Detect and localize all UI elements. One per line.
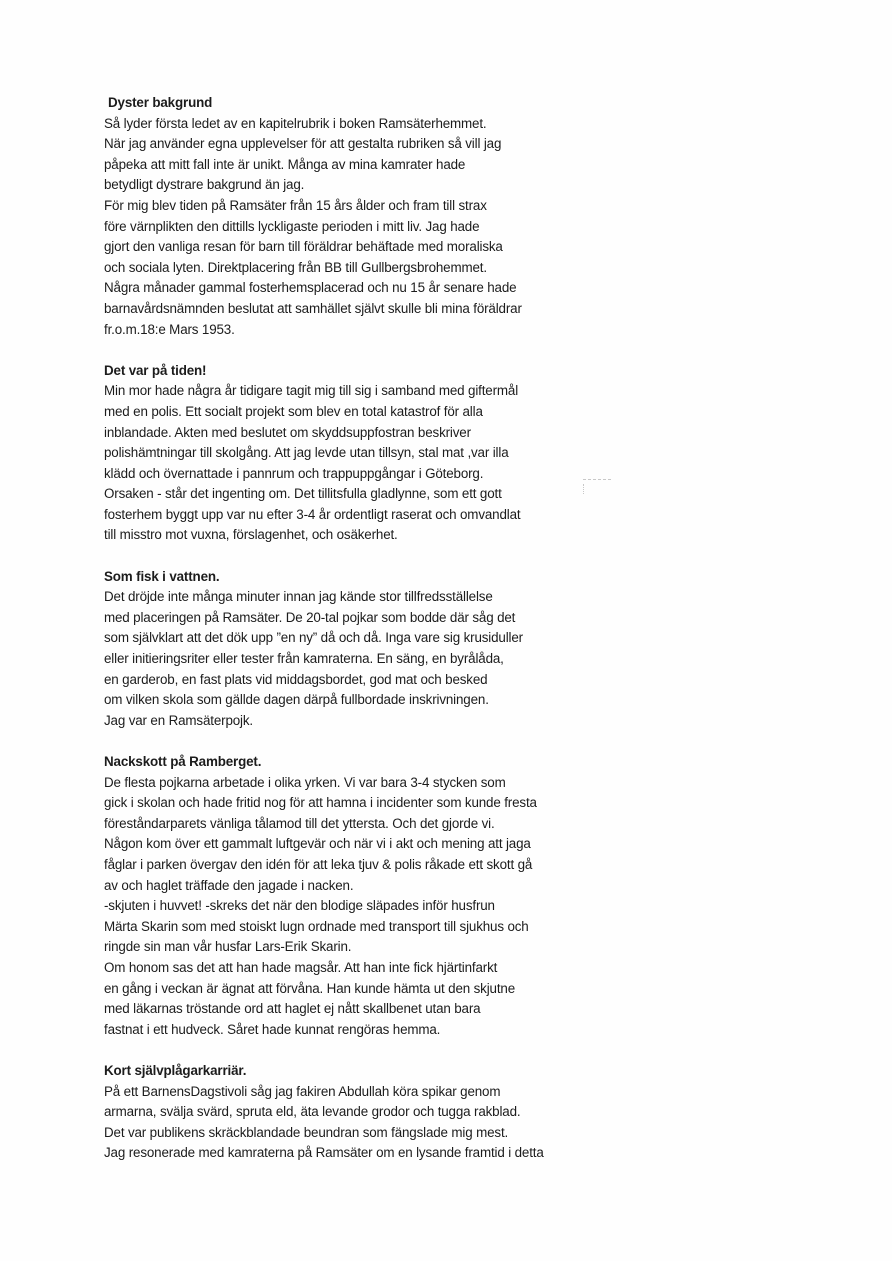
text-line: till misstro mot vuxna, förslagenhet, och osäkerhet. <box>104 527 398 543</box>
text-line: Några månader gammal fosterhemsplacerad och nu 15 år senare hade <box>104 280 517 296</box>
text-line: Jag resonerade med kamraterna på Ramsäter om en lysande framtid i detta <box>104 1145 544 1161</box>
text-line: påpeka att mitt fall inte är unikt. Många av mina kamrater hade <box>104 156 466 172</box>
text-line: Jag var en Ramsäterpojk. <box>104 712 253 728</box>
section <box>104 93 664 340</box>
text-line: fosterhem byggt upp var nu efter 3-4 år ordentligt raserat och omvandlat <box>104 506 521 522</box>
text-line: barnavårdsnämnden beslutat att samhället självt skulle bli mina föräldrar <box>104 300 522 316</box>
text-line: De flesta pojkarna arbetade i olika yrken. Vi var bara 3-4 stycken som <box>104 774 506 790</box>
text-line: med en polis. Ett socialt projekt som blev en total katastrof för alla <box>104 403 483 419</box>
section <box>104 361 664 546</box>
document-body <box>104 93 664 1164</box>
section-heading: Som fisk i vattnen. <box>104 568 220 584</box>
scan-artifact <box>583 484 585 494</box>
text-line: med placeringen på Ramsäter. De 20-tal pojkar som bodde där såg det <box>104 609 516 625</box>
section-heading: Det var på tiden! <box>104 362 207 378</box>
text-line: före värnplikten den dittills lyckligaste perioden i mitt liv. Jag hade <box>104 218 480 234</box>
section-heading: Nackskott på Ramberget. <box>104 754 262 769</box>
text-line: en garderob, en fast plats vid middagsbordet, god mat och besked <box>104 671 488 687</box>
text-line: inblandade. Akten med beslutet om skyddsuppfostran beskriver <box>104 424 471 440</box>
text-line: Så lyder första ledet av en kapitelrubrik i boken Ramsäterhemmet. <box>104 115 487 131</box>
text-line: Det dröjde inte många minuter innan jag kände stor tillfredsställelse <box>104 589 493 605</box>
text-line: med läkarnas tröstande ord att haglet ej nått skallbenet utan bara <box>104 1001 481 1017</box>
text-line: föreståndarparets vänliga tålamod till det yttersta. Och det gjorde vi. <box>104 815 495 831</box>
text-line: Om honom sas det att han hade magsår. Att han inte fick hjärtinfarkt <box>104 959 498 975</box>
section <box>104 1061 664 1164</box>
text-line: Märta Skarin som med stoiskt lugn ordnade med transport till sjukhus och <box>104 918 529 934</box>
text-line: gjort den vanliga resan för barn till föräldrar behäftade med moraliska <box>104 239 503 255</box>
text-line: Orsaken - står det ingenting om. Det tillitsfulla gladlynne, som ett gott <box>104 486 502 502</box>
text-line: betydligt dystrare bakgrund än jag. <box>104 177 305 193</box>
text-line: ringde sin man vår husfar Lars-Erik Skarin. <box>104 939 352 955</box>
text-line: klädd och övernattade i pannrum och trappuppgångar i Göteborg. <box>104 465 484 481</box>
text-line: fastnat i ett hudveck. Såret hade kunnat rengöras hemma. <box>104 1021 441 1037</box>
text-line: fr.o.m.18:e Mars 1953. <box>104 321 235 337</box>
text-line: som självklart att det dök upp ”en ny” då och då. Inga vare sig krusiduller <box>104 630 523 646</box>
text-line: När jag använder egna upplevelser för att gestalta rubriken så vill jag <box>104 136 502 152</box>
section-heading: Kort självplågarkarriär. <box>104 1062 247 1078</box>
text-line: fåglar i parken övergav den idén för att leka tjuv & polis råkade ett skott gå <box>104 856 533 872</box>
text-line: om vilken skola som gällde dagen därpå fullbordade inskrivningen. <box>104 692 489 708</box>
section-heading: Dyster bakgrund <box>108 95 213 110</box>
section <box>104 567 664 732</box>
text-line: eller initieringsriter eller tester från kamraterna. En säng, en byrålåda, <box>104 651 504 667</box>
text-line: av och haglet träffade den jagade i nacken. <box>104 877 354 893</box>
text-line: Min mor hade några år tidigare tagit mig till sig i samband med giftermål <box>104 383 519 399</box>
scan-artifact <box>583 479 611 481</box>
text-line: -skjuten i huvvet! -skreks det när den blodige släpades inför husfrun <box>104 898 495 914</box>
text-line: armarna, svälja svärd, spruta eld, äta levande grodor och tugga rakblad. <box>104 1104 521 1120</box>
text-line: polishämtningar till skolgång. Att jag levde utan tillsyn, stal mat ,var illa <box>104 445 509 461</box>
section <box>104 752 664 1040</box>
text-line: gick i skolan och hade fritid nog för att hamna i incidenter som kunde fresta <box>104 795 537 811</box>
text-line: och sociala lyten. Direktplacering från BB till Gullbergsbrohemmet. <box>104 259 487 275</box>
text-line: Det var publikens skräckblandade beundran som fängslade mig mest. <box>104 1124 509 1140</box>
text-line: en gång i veckan är ägnat att förvåna. Han kunde hämta ut den skjutne <box>104 980 515 996</box>
text-line: Någon kom över ett gammalt luftgevär och när vi i akt och mening att jaga <box>104 836 531 852</box>
text-line: För mig blev tiden på Ramsäter från 15 års ålder och fram till strax <box>104 197 487 213</box>
text-line: På ett BarnensDagstivoli såg jag fakiren Abdullah köra spikar genom <box>104 1083 501 1099</box>
